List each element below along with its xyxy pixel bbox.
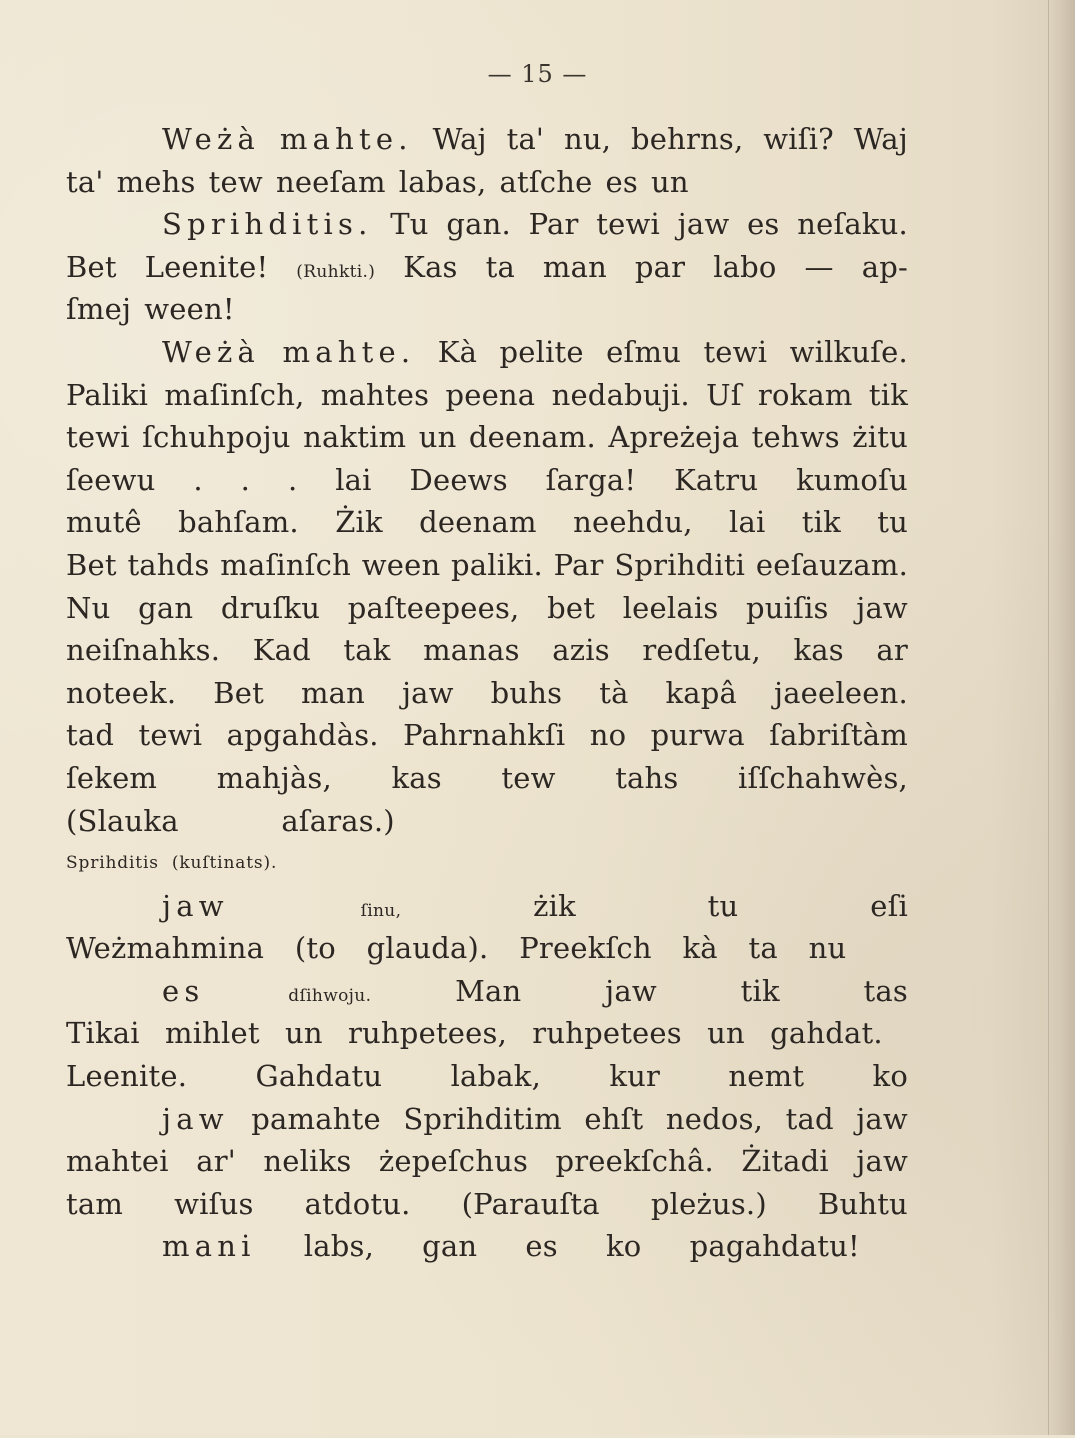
word: pamahte [251,1101,381,1136]
word: Leenite. [66,1059,188,1094]
word: paliki. [451,547,543,582]
word: peena [445,377,536,412]
word: wiſi? [763,122,834,156]
word: deenam. [468,420,596,455]
word: mehs [116,164,196,199]
word: ar [876,633,908,668]
word: maſinſch [220,547,351,582]
word: tik [868,377,908,412]
word: jaw [856,590,908,625]
word: kas [793,633,844,668]
word: Par [553,547,604,582]
word: tehws [751,420,840,455]
word: — [804,249,834,284]
word: eeſauzam. [755,547,908,582]
word: Sprihditi [614,547,746,582]
word: labas, [398,164,487,199]
word: pagahdatu! [689,1229,860,1264]
word: jaw [856,1101,908,1136]
word: ta' [506,122,545,156]
word: tew [501,760,556,795]
text-line [66,544,908,587]
word: aſaras.) [281,803,395,838]
word: glauda). [366,931,489,966]
text-line [66,672,908,715]
word: atſche [499,164,593,199]
word: tahs [615,760,679,795]
word: ta [485,249,515,284]
word: jaw [401,675,454,710]
word: ſeewu [66,462,156,497]
text-line [66,374,908,417]
word: neliks [263,1144,352,1179]
word: Uſ [706,377,742,412]
word: neeſam [275,164,386,199]
text-line [66,1055,908,1098]
word: purwa [650,718,745,753]
word: jaw [162,1101,229,1136]
text-line [66,416,908,459]
word: Bet [66,249,117,284]
word: Apreżeja [608,420,740,455]
word: bet [547,590,596,625]
text-line [66,161,908,204]
page-edge [1048,0,1075,1435]
word: es [162,973,205,1008]
word: żepeſchus [378,1144,529,1179]
word: tad [785,1101,834,1136]
word: Weżà [162,334,261,369]
word: tu [877,505,908,540]
word: (to [294,931,336,966]
word: ween! [144,292,235,327]
text-line [66,757,908,800]
word: nemt [728,1059,805,1094]
word: mutê [66,505,142,540]
word: tu [707,888,739,923]
word: ta' [66,164,104,199]
word: tà [599,675,629,710]
word: jaw [605,973,657,1008]
word: apgahdàs. [226,718,379,753]
word: nu [808,931,847,966]
word: labo [713,249,777,284]
word: puiſis [746,590,829,625]
word: kas [391,760,442,795]
word: ar' [196,1144,236,1179]
word: labs, [303,1229,374,1264]
word: tewi [138,718,203,753]
word: żik [533,888,576,923]
text-line [66,288,908,331]
word: . [287,462,298,497]
word: lai [728,505,766,540]
word: ap- [861,249,908,284]
word: tew [208,164,263,199]
word: Bet [66,547,117,582]
word: ſmej [66,292,132,327]
word: ſinu, [360,900,402,921]
word: Buhtu [817,1186,908,1221]
word: neehdu, [573,505,693,540]
word: tewi [596,207,660,242]
word: żitu [852,420,908,455]
word: no [589,718,627,753]
word: ſekem [66,760,158,795]
word: Nu [66,590,111,625]
word: tas [863,973,908,1008]
text-line [66,1311,908,1354]
word: ta [748,931,778,966]
word: Sprihditis. [162,207,373,242]
word: mahte. [282,334,416,369]
word: gan [422,1229,478,1264]
text-line [66,203,908,246]
word: Gahdatu [255,1059,383,1094]
word: Żik [335,505,383,540]
word: gan [138,590,194,625]
word: neſaku. [797,207,908,242]
word: Sprihditim [403,1101,562,1136]
word: neiſnahks. [66,633,221,668]
word: mahtei [66,1144,169,1179]
word: dſihwoju. [288,985,372,1006]
word: mahjàs, [216,760,332,795]
word: ſarga! [545,462,637,497]
word: Bet [213,675,264,710]
word: kumoſu [796,462,908,497]
word: manas [423,633,520,668]
word: (kuſtinats). [171,853,278,874]
text-line [66,246,908,289]
word: ſchuhpoju [142,420,291,455]
word: ſabriſtàm [769,718,908,753]
word: ehſt [584,1101,644,1136]
word: Deews [409,462,508,497]
word: buhs [490,675,563,710]
word: ko [606,1229,642,1264]
text-line [66,1353,908,1396]
word: naktim [303,420,407,455]
word: maſinſch, [164,377,305,412]
word: tak [343,633,391,668]
word: tewi [703,334,768,369]
word: iſſchahwès, [738,760,908,795]
word: Katru [674,462,759,497]
word: jaeeleen. [774,675,908,710]
word: es [525,1229,558,1264]
word: behrns, [630,122,744,156]
text-line [66,331,908,374]
word: (Ruhkti.) [296,261,376,282]
word: un [284,1016,323,1051]
word: eſmu [606,334,682,369]
word: Tikai [66,1016,140,1051]
text-line [66,1140,908,1183]
word: mihlet [165,1016,260,1051]
word: lai [335,462,372,497]
word: labak, [450,1059,541,1094]
word: rokam [757,377,853,412]
text-line [66,1225,908,1268]
word: es [605,164,638,199]
word: man [300,675,366,710]
word: ruhpetees [532,1016,682,1051]
word: redſetu, [642,633,761,668]
word: Kad [252,633,311,668]
word: preekſchâ. [555,1144,714,1179]
word: un [418,420,457,455]
word: tik [801,505,841,540]
word: kur [609,1059,661,1094]
word: Weżmahmina [66,931,265,966]
word: pelite [499,334,584,369]
text-line [66,1012,908,1055]
word: Kas [403,249,458,284]
word: un [707,1016,745,1051]
word: druſku [220,590,321,625]
word: Man [455,973,522,1008]
page-number: — 15 — [487,60,588,88]
word: ko [872,1059,908,1094]
text-line [66,970,908,1013]
word: ruhpetees, [347,1016,508,1051]
text-line [66,800,908,843]
word: Weżà [162,122,261,156]
word: (Parauſta [461,1186,600,1221]
word: atdotu. [304,1186,411,1221]
word: mahtes [320,377,430,412]
word: Par [528,207,579,242]
word: Kà [437,334,478,369]
word: tad [66,718,115,753]
word: tewi [66,420,130,455]
word: Sprihditis [66,853,159,874]
text-line [66,1183,908,1226]
word: jaw [856,1144,908,1179]
word: Tu [390,207,429,242]
word: eſi [870,888,908,923]
word: nu, [563,122,612,156]
word: tahds [127,547,210,582]
word: Leenite! [144,249,269,284]
word: Waj [432,122,487,156]
word: par [634,249,686,284]
word: Waj [853,122,908,156]
word: tam [66,1186,124,1221]
word: un [651,164,689,199]
word: mahte. [279,122,413,156]
word: nedabuji. [551,377,690,412]
word: wiſus [174,1186,254,1221]
word: es [747,207,780,242]
word: nedos, [665,1101,764,1136]
word: bahſam. [178,505,299,540]
word: (Slauka [66,803,179,838]
text-block [66,118,908,1438]
word: azis [552,633,610,668]
word: Pahrnahkſi [403,718,566,753]
text-line [66,1268,908,1311]
text-line [66,629,908,672]
word: gan. [446,207,511,242]
word: tik [740,973,780,1008]
text-line [66,927,908,970]
word: Żitadi [741,1144,829,1179]
word: deenam [419,505,537,540]
text-line [66,118,908,161]
word: noteek. [66,675,177,710]
word: mani [162,1229,256,1264]
text-line [66,714,908,757]
word: paſteepees, [347,590,520,625]
word: kapâ [665,675,738,710]
word: . [193,462,203,497]
word: jaw [162,888,229,923]
word: Preekſch [519,931,652,966]
word: kà [682,931,718,966]
text-line [66,885,908,928]
word: jaw [677,207,730,242]
text-line [66,501,908,544]
text-line [66,842,908,885]
text-line [66,1396,908,1438]
word: wilkuſe. [789,334,908,369]
word: . [240,462,251,497]
word: man [542,249,607,284]
text-line [66,459,908,502]
word: leelais [622,590,719,625]
word: Paliki [66,377,149,412]
text-line [66,587,908,630]
text-line [66,1098,908,1141]
word: ween [361,547,441,582]
word: pleżus.) [650,1186,767,1221]
word: gahdat. [770,1016,883,1051]
